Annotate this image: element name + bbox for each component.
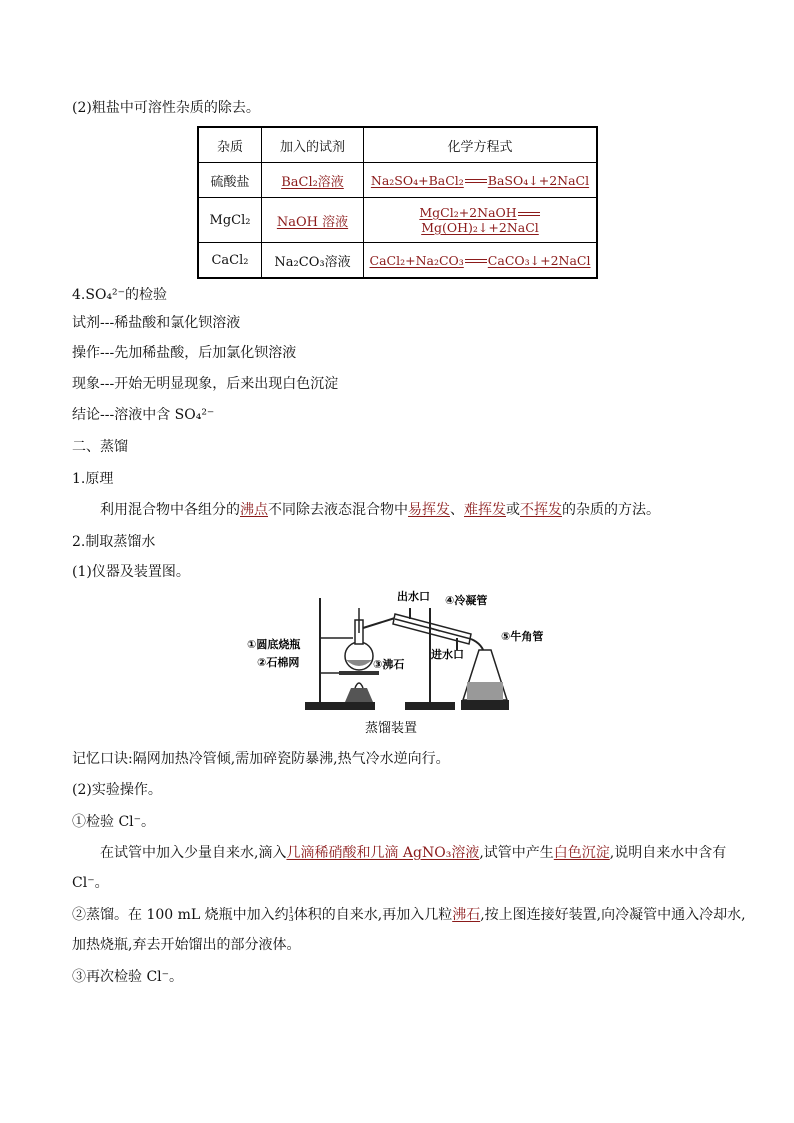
label-adapter: ⑤牛角管: [501, 630, 544, 643]
keyword-white-precipitate: 白色沉淀: [553, 845, 610, 861]
label-inlet: 进水口: [431, 648, 464, 661]
mnemonic-text: 记忆口诀:隔网加热冷管倾,需加碎瓷防暴沸,热气冷水逆向行。: [72, 751, 450, 767]
equation-left: Na₂SO₄+BaCl₂: [370, 172, 464, 188]
equation-right: BaSO₄↓+2NaCl: [487, 172, 590, 188]
figure-caption: 蒸馏装置: [365, 721, 418, 736]
distill-operation-text: ②蒸馏。在 100 mL 烧瓶中加入约1 3体积的自来水,再加入几粒沸石,按上图连接好装置,向冷凝管中通入冷却水,: [72, 906, 746, 923]
keyword-reagents: 几滴稀硝酸和几滴 AgNO₃溶液: [286, 845, 480, 861]
retest-title: ③再次检验 Cl⁻。: [72, 969, 184, 985]
reagent-cell: NaOH 溶液: [276, 214, 349, 230]
label-outlet: 出水口: [397, 590, 430, 603]
header-impurity: 杂质: [198, 127, 262, 163]
keyword-boiling-point: 沸点: [240, 502, 268, 518]
label-boiling-stones: ③沸石: [373, 658, 405, 671]
so4-phenomenon: 现象---开始无明显现象，后来出现白色沉淀: [72, 376, 339, 392]
make-distilled-water-title: 2.制取蒸馏水: [72, 534, 156, 550]
operations-title: (2)实验操作。: [72, 782, 162, 798]
equation-right: Mg(OH)₂↓+2NaCl: [421, 220, 539, 235]
cl-test-text-cont: Cl⁻。: [72, 875, 109, 891]
so4-reagent: 试剂---稀盐酸和氯化钡溶液: [72, 315, 241, 331]
equation-left: CaCl₂+Na₂CO₃: [369, 252, 464, 268]
principle-text: 利用混合物中各组分的沸点不同除去液态混合物中易挥发、难挥发或不挥发的杂质的方法。: [100, 502, 660, 518]
label-condenser: ④冷凝管: [445, 594, 488, 607]
table-row: [198, 198, 597, 243]
so4-operation: 操作---先加稀盐酸，后加氯化钡溶液: [72, 345, 297, 361]
label-gauze: ②石棉网: [257, 656, 300, 669]
table-row: [198, 243, 597, 279]
so4-conclusion: 结论---溶液中含 SO₄²⁻: [72, 407, 215, 423]
table-row: [198, 163, 597, 198]
label-flask: ①圆底烧瓶: [247, 638, 301, 651]
section-crude-salt-title: (2)粗盐中可溶性杂质的除去。: [72, 100, 260, 116]
keyword-volatile: 易挥发: [408, 502, 450, 518]
equation-left: MgCl₂+2NaOH: [419, 205, 517, 220]
keyword-nonvolatile: 不挥发: [520, 502, 562, 518]
impurity-cell: CaCl₂: [198, 243, 262, 279]
keyword-boiling-stones: 沸石: [452, 907, 481, 923]
apparatus-title: (1)仪器及装置图。: [72, 564, 190, 580]
distillation-apparatus-figure: [235, 588, 565, 738]
cl-test-title: ①检验 Cl⁻。: [72, 814, 156, 830]
header-reagent: 加入的试剂: [262, 127, 364, 163]
keyword-hard-volatile: 难挥发: [464, 502, 506, 518]
reagent-cell: Na₂CO₃溶液: [262, 243, 364, 279]
impurity-cell: 硫酸盐: [198, 163, 262, 198]
distillation-heading: 二、蒸馏: [72, 439, 128, 455]
fraction-one-third: 1 3: [288, 906, 294, 923]
so4-test-title: 4.SO₄²⁻的检验: [72, 287, 168, 303]
impurity-table: [197, 126, 598, 279]
principle-title: 1.原理: [72, 471, 114, 487]
cl-test-text: 在试管中加入少量自来水,滴入几滴稀硝酸和几滴 AgNO₃溶液,试管中产生白色沉淀,说明自来水中含有: [100, 845, 727, 861]
header-equation: 化学方程式: [364, 127, 598, 163]
impurity-cell: MgCl₂: [198, 198, 262, 243]
reagent-cell: BaCl₂溶液: [281, 174, 344, 190]
equation-right: CaCO₃↓+2NaCl: [487, 252, 591, 268]
distill-operation-text-cont: 加热烧瓶,弃去开始馏出的部分液体。: [72, 937, 301, 953]
